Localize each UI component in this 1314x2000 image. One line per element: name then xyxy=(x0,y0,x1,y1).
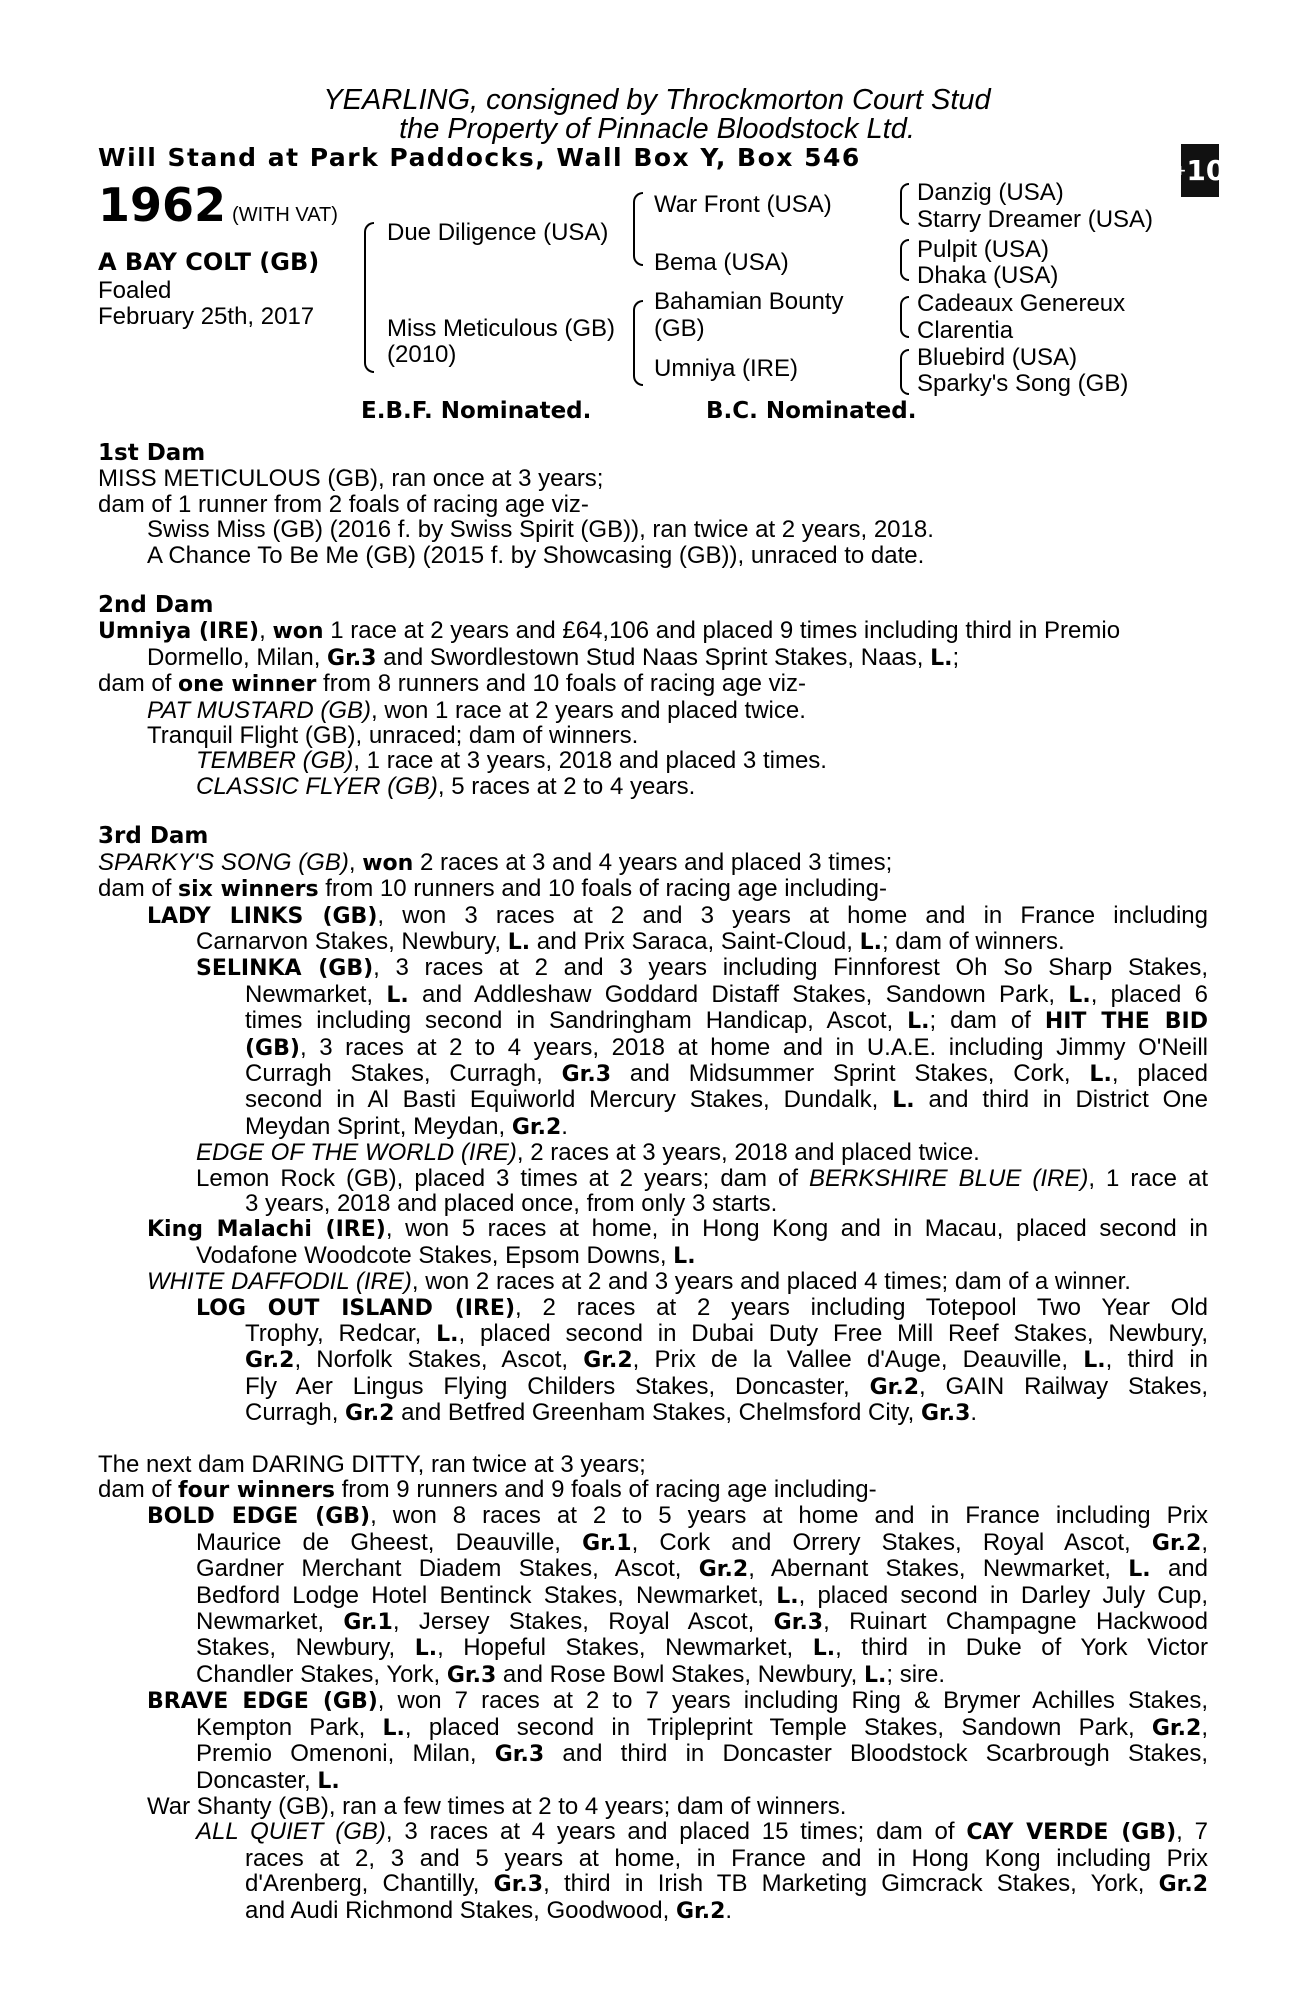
horse-name: CAY VERDE (GB) xyxy=(966,1820,1177,1846)
record-text: and xyxy=(1150,1555,1208,1583)
dds: Bluebird (USA) xyxy=(917,344,1078,371)
record-text: and Prix Saraca, Saint-Cloud, xyxy=(530,927,860,955)
produce-line: A Chance To Be Me (GB) (2015 f. by Showcasing (GB)), unraced to date. xyxy=(147,541,925,569)
listed: L. xyxy=(317,1768,340,1794)
record-text: Chandler Stakes, York, xyxy=(196,1660,447,1688)
ssd: Starry Dreamer (USA) xyxy=(917,206,1154,233)
horse-name: EDGE OF THE WORLD (IRE) xyxy=(196,1139,517,1167)
horse-name: CLASSIC FLYER (GB) xyxy=(196,772,438,800)
lot-description: A BAY COLT (GB) xyxy=(98,248,320,276)
produce-line xyxy=(98,982,1208,1008)
record-text: , 2 races at 3 years, 2018 and placed twice. xyxy=(516,1139,980,1167)
produce-line xyxy=(98,1008,1208,1034)
foaled-date: February 25th, 2017 xyxy=(98,303,315,330)
record-text: Meydan Sprint, Meydan, xyxy=(245,1112,512,1140)
horse-name: PAT MUSTARD (GB) xyxy=(147,696,371,724)
record-text: times including second in Sandringham Handicap, Ascot, xyxy=(245,1007,908,1035)
badge-number: 10 xyxy=(1186,154,1226,187)
sire-dam: Bema (USA) xyxy=(654,249,789,276)
grade: Gr.2 xyxy=(583,1348,633,1374)
record-text: from 9 runners and 9 foals of racing age including- xyxy=(334,1476,877,1504)
property-line: the Property of Pinnacle Bloodstock Ltd. xyxy=(399,113,915,145)
sire-sire: War Front (USA) xyxy=(654,191,832,218)
produce-line xyxy=(98,1216,1208,1242)
horse-name: BERKSHIRE BLUE (IRE) xyxy=(808,1164,1089,1192)
record-text: and Betfred Greenham Stakes, Chelmsford City, xyxy=(394,1399,921,1427)
punctuation: , xyxy=(1201,1713,1208,1741)
produce-line xyxy=(98,1140,1208,1165)
listed: L. xyxy=(1128,1557,1151,1583)
record-text: , 1 race at xyxy=(1088,1164,1208,1192)
sire-bracket xyxy=(633,192,643,266)
punctuation: . xyxy=(561,1112,568,1140)
grade: Gr.2 xyxy=(1151,1715,1202,1741)
produce-line xyxy=(98,1898,1208,1924)
produce-line xyxy=(98,1400,1208,1426)
punctuation: . xyxy=(725,1896,733,1924)
record-text: , placed second in Dubai Duty Free Mill Reef Stakes, Newbury, xyxy=(458,1320,1208,1347)
first-dam-line: MISS METICULOUS (GB), ran once at 3 years; xyxy=(98,465,604,493)
listed: L. xyxy=(907,1009,930,1035)
record-text: ; sire. xyxy=(886,1660,946,1688)
produce-line xyxy=(98,1530,1208,1556)
record-text: from 8 runners and 10 foals of racing age viz- xyxy=(316,670,806,698)
dd-bracket xyxy=(900,349,909,395)
produce-line: War Shanty (GB), ran a few times at 2 to 4 years; dam of winners. xyxy=(147,1792,847,1820)
listed: L. xyxy=(776,1583,799,1609)
listed: L. xyxy=(812,1636,836,1662)
record-text: second in Al Basti Equiworld Mercury Stakes, Dundalk, xyxy=(245,1086,893,1114)
horse-name: BOLD EDGE (GB) xyxy=(147,1504,371,1530)
record-text: 2 races at 3 and 4 years and placed 3 times; xyxy=(413,848,893,876)
record-text: Curragh, xyxy=(245,1399,346,1427)
lot-badge xyxy=(1174,144,1226,197)
third-dam-heading: 3rd Dam xyxy=(98,823,209,850)
produce-line xyxy=(98,1061,1208,1087)
produce-line xyxy=(98,1635,1208,1661)
record-text: , won 3 races at 2 and 3 years at home and in France including xyxy=(377,901,1208,929)
produce-line xyxy=(98,1374,1208,1400)
record-text: Lemon Rock (GB), placed 3 times at 2 years; dam of xyxy=(196,1164,809,1192)
second-dam-record xyxy=(98,671,1208,697)
record-text: dam of xyxy=(98,1476,179,1504)
won-label: won xyxy=(272,619,324,645)
produce-line xyxy=(98,1768,1208,1794)
record-text: , Ruinart Champagne Hackwood xyxy=(823,1608,1208,1636)
record-text: , placed xyxy=(1111,1059,1209,1087)
produce-line xyxy=(98,1583,1208,1609)
stand-location: Will Stand at Park Paddocks, Wall Box Y, Box 546 xyxy=(98,143,861,172)
record-text: and Audi Richmond Stakes, Goodwood, xyxy=(245,1896,676,1924)
record-text: , Norfolk Stakes, Ascot, xyxy=(294,1346,584,1374)
produce-line xyxy=(98,1819,1208,1845)
winners-count: four winners xyxy=(178,1478,335,1504)
record-text: , won 2 races at 2 and 3 years and placed 4 times; dam of a winner. xyxy=(411,1268,1131,1296)
record-text: , GAIN Railway Stakes, xyxy=(919,1372,1208,1400)
produce-line xyxy=(98,1871,1208,1897)
dam-sire-line2: (GB) xyxy=(654,315,705,342)
record-text: , Jersey Stakes, Royal Ascot, xyxy=(392,1608,774,1636)
ddd: Sparky's Song (GB) xyxy=(917,370,1129,397)
produce-line xyxy=(98,903,1208,929)
listed: L. xyxy=(859,929,882,955)
record-text: 1 race at 2 years and £64,106 and placed 9 times including third in Premio xyxy=(323,617,1121,645)
record-text: Curragh Stakes, Curragh, xyxy=(245,1059,562,1087)
record-text: dam of xyxy=(98,670,179,698)
second-dam-heading: 2nd Dam xyxy=(98,592,214,619)
produce-line xyxy=(98,1321,1208,1347)
grade: Gr.3 xyxy=(920,1401,971,1427)
record-text: , won 8 races at 2 to 5 years at home and in France including Prix xyxy=(370,1502,1208,1530)
produce-line xyxy=(98,1114,1208,1140)
record-text: from 10 runners and 10 foals of racing age including- xyxy=(318,875,887,903)
second-dam-line: Umniya (IRE), won 1 race at 2 years and £64,106 and placed 9 times including third in Premio xyxy=(98,617,1121,645)
horse-name: HIT THE BID xyxy=(1044,1009,1209,1035)
dss: Cadeaux Genereux xyxy=(917,290,1126,317)
record-text: Fly Aer Lingus Flying Childers Stakes, Doncaster, xyxy=(245,1372,870,1400)
record-text: , won 5 races at home, in Hong Kong and in Macau, placed second in xyxy=(385,1215,1209,1243)
sss: Danzig (USA) xyxy=(917,179,1064,206)
record-text: ; dam of xyxy=(929,1007,1045,1035)
record-text: and Midsummer Sprint Stakes, Cork, xyxy=(611,1059,1090,1087)
produce-line xyxy=(98,1347,1208,1373)
dam-sire-line1: Bahamian Bounty xyxy=(654,288,844,315)
record-text: Kempton Park, xyxy=(196,1713,383,1741)
produce-line: 3 years, 2018 and placed once, from only 3 starts. xyxy=(245,1189,778,1217)
grade: Gr.2 xyxy=(245,1348,295,1374)
sdd: Dhaka (USA) xyxy=(917,262,1059,289)
record-text: , 3 races at 2 to 4 years, 2018 at home and in U.A.E. including Jimmy O'Neill xyxy=(299,1033,1208,1061)
grade: Gr.1 xyxy=(343,1610,393,1636)
record-text: , Prix de la Vallee d'Auge, Deauville, xyxy=(632,1346,1084,1374)
record-text: , 2 races at 2 years including Totepool Two Year Old xyxy=(515,1293,1208,1321)
record-text: Premio Omenoni, Milan, xyxy=(196,1740,495,1768)
listed: L. xyxy=(386,982,409,1008)
grade: Gr.1 xyxy=(582,1530,632,1556)
grade: Gr.3 xyxy=(773,1610,824,1636)
horse-name: BRAVE EDGE (GB) xyxy=(147,1689,378,1715)
grade: Gr.3 xyxy=(561,1061,612,1087)
produce-line xyxy=(98,698,1208,723)
sd-bracket xyxy=(900,239,909,281)
record-text: and third in Doncaster Bloodstock Scarbrough Stakes, xyxy=(544,1740,1209,1768)
dsd: Clarentia xyxy=(917,317,1014,344)
record-text: , third in Duke of York Victor xyxy=(835,1634,1208,1662)
record-text: and Addleshaw Goddard Distaff Stakes, Sandown Park, xyxy=(408,980,1069,1008)
produce-line xyxy=(98,748,1208,773)
produce-line xyxy=(98,1556,1208,1582)
record-text: and third in District One xyxy=(914,1086,1209,1114)
third-dam-line: SPARKY'S SONG (GB), won 2 races at 3 and 4 years and placed 3 times; xyxy=(98,848,893,876)
grade: Gr.3 xyxy=(494,1742,545,1768)
dam-year: (2010) xyxy=(387,341,457,368)
produce-line: races at 2, 3 and 5 years at home, in France and in Hong Kong including Prix xyxy=(245,1844,1208,1872)
second-dam-line: Dormello, Milan, Gr.3 and Swordlestown Stud Naas Sprint Stakes, Naas, L.; xyxy=(147,643,960,671)
produce-line xyxy=(98,1295,1208,1321)
bc-nominated: B.C. Nominated. xyxy=(706,398,917,424)
horse-name: Umniya (IRE) xyxy=(98,619,260,645)
first-dam-record: dam of 1 runner from 2 foals of racing age viz- xyxy=(98,490,589,518)
horse-name: SELINKA (GB) xyxy=(196,956,374,982)
horse-name: LOG OUT ISLAND (IRE) xyxy=(196,1295,516,1321)
listed: L. xyxy=(414,1636,438,1662)
record-text: Newmarket, xyxy=(245,980,387,1008)
record-text: Dormello, Milan, xyxy=(147,643,328,671)
record-text: Newmarket, xyxy=(196,1608,344,1636)
lot-number xyxy=(98,178,338,232)
next-dam-line: The next dam DARING DITTY, ran twice at 3 years; xyxy=(98,1450,646,1478)
record-text: , won 7 races at 2 to 7 years including Ring & Brymer Achilles Stakes, xyxy=(377,1687,1209,1715)
produce-line xyxy=(98,955,1208,981)
sire: Due Diligence (USA) xyxy=(387,219,609,246)
record-text: , Abernant Stakes, Newmarket, xyxy=(748,1555,1129,1583)
grade: Gr.3 xyxy=(327,645,377,671)
produce-line xyxy=(98,1609,1208,1635)
horse-name: SPARKY'S SONG (GB) xyxy=(98,848,349,876)
record-text: Doncaster, xyxy=(196,1766,318,1794)
listed: L. xyxy=(1068,982,1091,1008)
grade: Gr.2 xyxy=(1158,1872,1209,1898)
produce-line xyxy=(98,1741,1208,1767)
record-text: Bedford Lodge Hotel Bentinck Stakes, Newmarket, xyxy=(196,1581,777,1609)
listed: L. xyxy=(507,929,531,955)
record-text: , placed second in Darley July Cup, xyxy=(798,1581,1209,1609)
horse-name: King Malachi (IRE) xyxy=(147,1217,386,1243)
record-text: , placed second in Tripleprint Temple Stakes, Sandown Park, xyxy=(404,1713,1152,1741)
grade: Gr.2 xyxy=(511,1114,562,1140)
horse-name: WHITE DAFFODIL (IRE) xyxy=(147,1268,412,1296)
record-text: , 3 races at 4 years and placed 15 times; dam of xyxy=(385,1818,967,1846)
record-text: , Hopeful Stakes, Newmarket, xyxy=(437,1634,813,1662)
produce-line xyxy=(98,1243,1208,1269)
winners-count: one winner xyxy=(178,672,317,698)
record-text: , won 1 race at 2 years and placed twice. xyxy=(371,696,806,724)
record-text: , Cork and Orrery Stakes, Royal Ascot, xyxy=(631,1528,1152,1556)
produce-line: Swiss Miss (GB) (2016 f. by Swiss Spirit (GB)), ran twice at 2 years, 2018. xyxy=(147,516,934,544)
won-label: won xyxy=(362,850,414,876)
listed: L. xyxy=(1089,1061,1112,1087)
grade: Gr.2 xyxy=(869,1374,920,1400)
record-text: Maurice de Gheest, Deauville, xyxy=(196,1528,583,1556)
produce-line: Tranquil Flight (GB), unraced; dam of winners. xyxy=(147,722,639,750)
consignor-line: YEARLING, consigned by Throckmorton Court Stud xyxy=(323,84,991,116)
winners-count: six winners xyxy=(178,877,319,903)
horse-suffix: (GB) xyxy=(245,1035,300,1061)
listed: L. xyxy=(436,1322,459,1347)
record-text: ; dam of winners. xyxy=(881,927,1065,955)
listed: L. xyxy=(892,1088,915,1114)
ds-bracket xyxy=(900,296,909,338)
produce-line xyxy=(98,929,1208,955)
produce-line xyxy=(98,774,1208,799)
record-text: d'Arenberg, Chantilly, xyxy=(245,1870,494,1898)
grade: Gr.3 xyxy=(446,1662,497,1688)
third-dam-record xyxy=(98,876,1208,902)
vat-note: (WITH VAT) xyxy=(232,204,338,226)
record-text: , 5 races at 2 to 4 years. xyxy=(437,772,696,800)
horse-name: ALL QUIET (GB) xyxy=(196,1818,386,1846)
record-text: and Rose Bowl Stakes, Newbury, xyxy=(496,1660,864,1688)
record-text: Gardner Merchant Diadem Stakes, Ascot, xyxy=(196,1555,699,1583)
produce-line xyxy=(98,1269,1208,1294)
horse-name: TEMBER (GB) xyxy=(196,747,354,775)
listed: L. xyxy=(864,1662,887,1688)
lot-number-value: 1962 xyxy=(98,178,227,232)
ss-bracket xyxy=(900,183,909,225)
record-text: Stakes, Newbury, xyxy=(196,1634,415,1662)
ebf-nominated: E.B.F. Nominated. xyxy=(361,398,592,424)
grade: Gr.2 xyxy=(345,1401,395,1427)
produce-line xyxy=(98,1087,1208,1113)
foaled-label: Foaled xyxy=(98,277,172,304)
record-text: , third in xyxy=(1105,1346,1209,1374)
listed: L. xyxy=(382,1715,405,1741)
catalogue-body xyxy=(98,441,1208,1924)
record-text: Carnarvon Stakes, Newbury, xyxy=(196,927,508,955)
grade: Gr.2 xyxy=(675,1898,726,1924)
record-text: , 1 race at 3 years, 2018 and placed 3 times. xyxy=(353,747,827,775)
punctuation: , xyxy=(1201,1528,1208,1556)
sds: Pulpit (USA) xyxy=(917,236,1050,263)
produce-line xyxy=(98,1662,1208,1688)
grade: Gr.2 xyxy=(1151,1530,1202,1556)
badge-mark: + xyxy=(1174,162,1187,179)
listed: L. xyxy=(930,645,953,671)
next-dam-record xyxy=(98,1477,1208,1503)
record-text: , placed 6 xyxy=(1090,980,1209,1008)
produce-line xyxy=(98,1688,1208,1714)
grade: Gr.3 xyxy=(493,1872,544,1898)
record-text: dam of xyxy=(98,875,179,903)
record-text: Trophy, Redcar, xyxy=(245,1320,437,1347)
pedigree-bracket xyxy=(364,222,374,373)
produce-line xyxy=(98,1035,1208,1061)
record-text: , 7 xyxy=(1176,1818,1208,1846)
dam-name: Miss Meticulous (GB) xyxy=(387,315,616,342)
grade: Gr.2 xyxy=(698,1557,749,1583)
punctuation: . xyxy=(970,1399,978,1427)
dam-bracket xyxy=(633,300,643,386)
first-dam-heading: 1st Dam xyxy=(98,440,206,466)
horse-name: LADY LINKS (GB) xyxy=(147,903,378,929)
dam-dam: Umniya (IRE) xyxy=(654,355,799,382)
record-text: , 3 races at 2 and 3 years including Finnforest Oh So Sharp Stakes, xyxy=(373,954,1208,982)
record-text: Vodafone Woodcote Stakes, Epsom Downs, xyxy=(196,1241,674,1269)
record-text: and Swordlestown Stud Naas Sprint Stakes, Naas, xyxy=(376,643,931,671)
produce-line xyxy=(98,1166,1208,1191)
listed: L. xyxy=(673,1243,696,1269)
record-text: , third in Irish TB Marketing Gimcrack Stakes, York, xyxy=(543,1870,1159,1898)
produce-line xyxy=(98,1715,1208,1741)
produce-line xyxy=(98,1503,1208,1529)
listed: L. xyxy=(1083,1348,1106,1374)
